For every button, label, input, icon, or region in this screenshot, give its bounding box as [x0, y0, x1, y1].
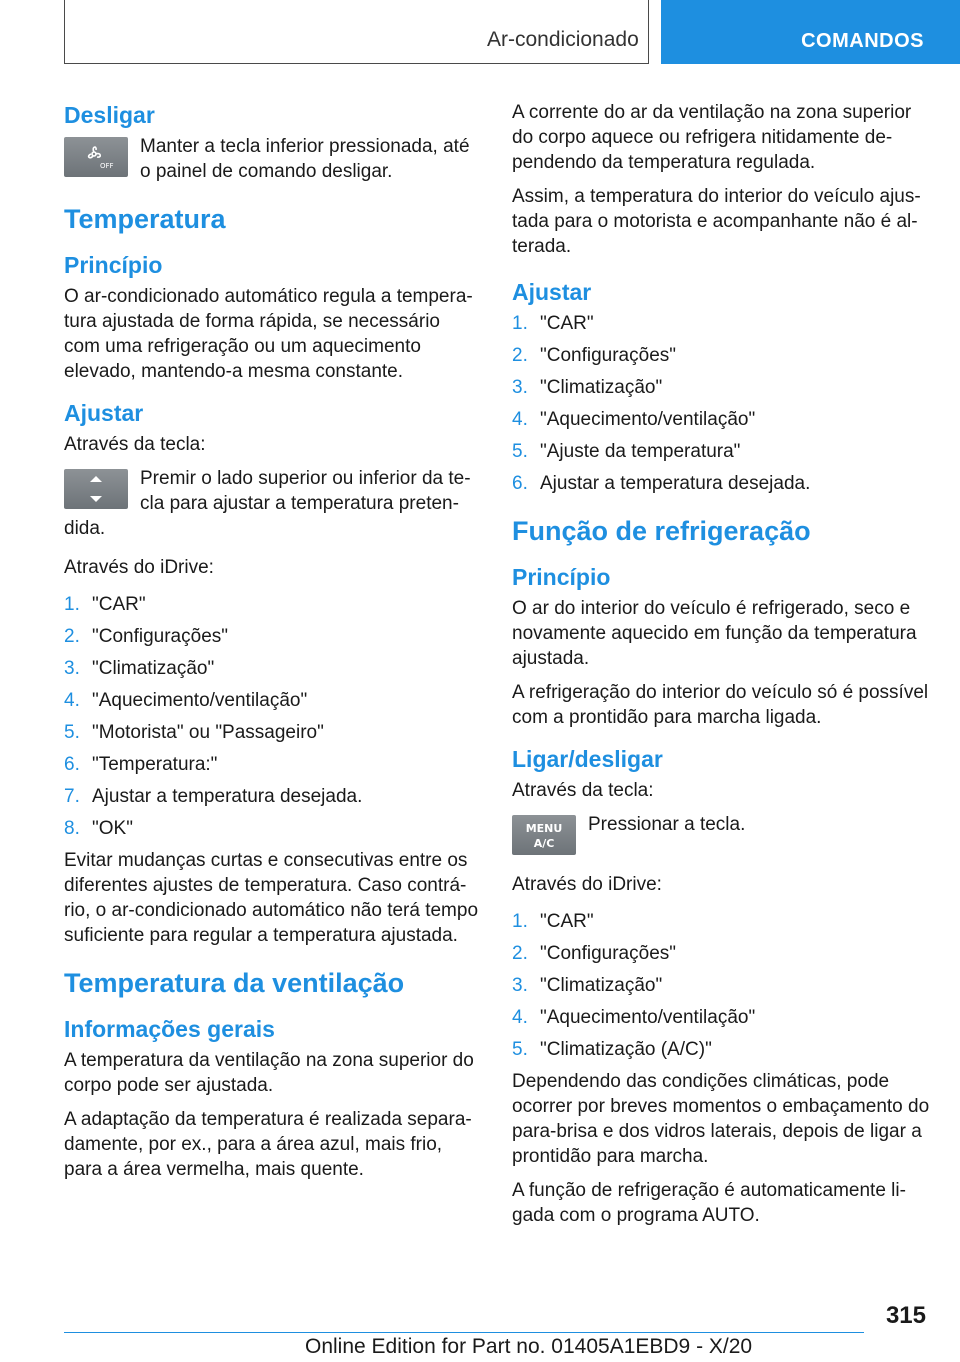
heading-ligar-desligar: Ligar/desligar	[512, 746, 663, 772]
list-item: 2. "Configurações"	[512, 943, 677, 964]
desligar-text: Manter a tecla inferior pressionada, até o painel de comando desligar.	[140, 136, 470, 182]
header-chapter-label: COMANDOS	[801, 29, 924, 52]
footer-divider	[64, 1332, 864, 1333]
key-block-temperature	[64, 466, 480, 541]
list-item: 7. Ajustar a temperatura desejada.	[64, 786, 363, 807]
list-item: 3. "Climatização"	[512, 975, 663, 996]
list-item: 5. "Climatização (A/C)"	[512, 1039, 712, 1060]
header-chapter-tab	[661, 0, 960, 64]
menu-ac-button-icon	[512, 815, 576, 855]
left-column	[64, 100, 480, 1191]
list-item: 1. "CAR"	[512, 911, 594, 932]
list-item: 3. "Climatização"	[512, 377, 663, 398]
list-item: 8. "OK"	[64, 818, 133, 839]
list-item: 5. "Ajuste da temperatura"	[512, 441, 741, 462]
right-p3: Dependendo das condições climáticas, pode ocorrer por breves momentos o embaçamento do para-brisa e dos vidros laterais, depois de ligar a prontidão para marcha.	[512, 1071, 930, 1167]
header-section-title: Ar-condicionado	[487, 28, 639, 51]
right-p1: A corrente do ar da ventilação na zona superior do corpo aquece ou refrigera nitidamente de-pendendo da temperatura regulada.	[512, 102, 912, 173]
list-item: 3. "Climatização"	[64, 658, 215, 679]
heading-principio-refrigeracao: Princípio	[512, 564, 611, 590]
list-item: 1. "CAR"	[64, 594, 146, 615]
refrigeracao-p2: A refrigeração do interior do veículo só é possível com a prontidão para marcha ligada.	[512, 682, 929, 728]
via-key-label: Através da tecla:	[64, 434, 206, 455]
principio-text: O ar-condicionado automático regula a tempera-tura ajustada de forma rápida, se necessário com uma refrigeração ou um aquecimento elevado, mantendo-a mesma constante.	[64, 286, 473, 382]
right-column	[512, 100, 932, 1237]
footer-edition: Online Edition for Part no. 01405A1EBD9 - X/20	[305, 1335, 753, 1358]
via-key-label: Através da tecla:	[512, 780, 654, 801]
key-block-menu-ac	[512, 812, 932, 862]
heading-ajustar-ventilacao: Ajustar	[512, 279, 592, 305]
heading-ajustar: Ajustar	[64, 400, 144, 426]
heading-principio: Princípio	[64, 252, 163, 278]
temperatura-steps	[64, 592, 480, 841]
list-item: 6. Ajustar a temperatura desejada.	[512, 473, 811, 494]
right-p4: A função de refrigeração é automaticamente li-gada com o programa AUTO.	[512, 1180, 906, 1226]
list-item: 4. "Aquecimento/ventilação"	[64, 690, 308, 711]
ligar-steps	[512, 909, 932, 1062]
svg-text:A/C: A/C	[533, 837, 555, 850]
fan-off-button-icon	[64, 137, 128, 177]
page-number: 315	[885, 1302, 926, 1329]
right-p2: Assim, a temperatura do interior do veículo ajus-tada para o motorista e acompanhante não é al-terada.	[512, 186, 921, 257]
svg-text:MENU: MENU	[525, 822, 563, 835]
menu-ac-key-text: Pressionar a tecla.	[588, 814, 746, 835]
refrigeracao-p1: O ar do interior do veículo é refrigerado, seco e novamente aquecido em função da temperatura ajustada.	[512, 598, 917, 669]
list-item: 2. "Configurações"	[512, 345, 677, 366]
heading-funcao-refrigeracao: Função de refrigeração	[512, 516, 811, 546]
ajustar-ventilacao-steps	[512, 311, 932, 496]
heading-temperatura: Temperatura	[64, 204, 226, 234]
heading-temperatura-ventilacao: Temperatura da ventilação	[64, 968, 405, 998]
ventilacao-p2: A adaptação da temperatura é realizada separa-damente, por ex., para a área azul, mais frio, para a área vermelha, mais quente.	[64, 1109, 472, 1180]
ventilacao-p1: A temperatura da ventilação na zona superior do corpo pode ser ajustada.	[64, 1050, 474, 1096]
list-item: 1. "CAR"	[512, 313, 594, 334]
list-item: 4. "Aquecimento/ventilação"	[512, 409, 756, 430]
up-down-arrows-button-icon	[64, 469, 128, 509]
heading-desligar: Desligar	[64, 102, 155, 128]
via-idrive-label: Através do iDrive:	[64, 557, 214, 578]
heading-informacoes-gerais: Informações gerais	[64, 1016, 275, 1042]
temperature-key-text: Premir o lado superior ou inferior da te-cla para ajustar a temperatura preten-dida.	[64, 468, 471, 539]
via-idrive-label: Através do iDrive:	[512, 874, 662, 895]
temperatura-note: Evitar mudanças curtas e consecutivas entre os diferentes ajustes de temperatura. Caso contrá-rio, o ar-condicionado automático não terá tempo suficiente para regular a temperatura ajustada.	[64, 850, 479, 946]
list-item: 5. "Motorista" ou "Passageiro"	[64, 722, 324, 743]
list-item: 2. "Configurações"	[64, 626, 229, 647]
key-block-desligar	[64, 134, 480, 184]
list-item: 4. "Aquecimento/ventilação"	[512, 1007, 756, 1028]
list-item: 6. "Temperatura:"	[64, 754, 218, 775]
svg-text:OFF: OFF	[100, 162, 114, 170]
